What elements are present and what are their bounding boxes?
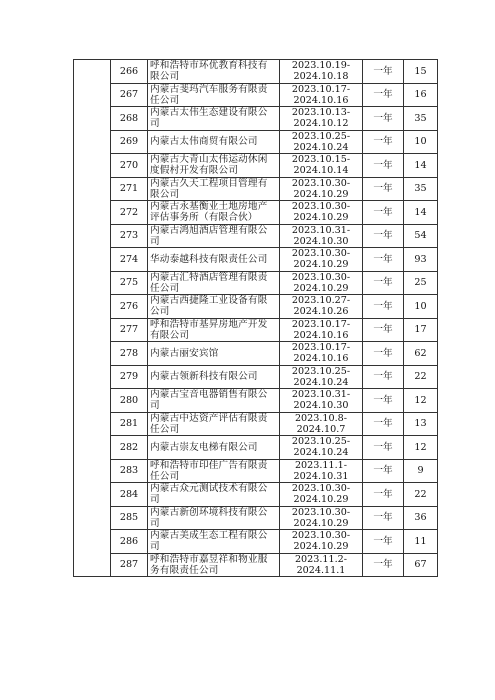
row-number: 272 [111, 201, 148, 225]
headcount: 93 [404, 248, 438, 272]
table-row [74, 318, 438, 342]
company-name: 呼和浩特市环优教育科技有限公司 [148, 60, 280, 84]
headcount: 62 [404, 342, 438, 366]
company-name: 内蒙古汇特酒店管理有限责任公司 [148, 271, 280, 295]
headcount: 22 [404, 483, 438, 507]
term-length: 一年 [363, 459, 404, 483]
company-name: 内蒙古久天工程项目管理有限公司 [148, 177, 280, 201]
headcount: 16 [404, 83, 438, 107]
table-row [74, 365, 438, 389]
row-number: 282 [111, 436, 148, 460]
company-name: 内蒙古新创环境科技有限公司 [148, 506, 280, 530]
table-row [74, 224, 438, 248]
company-name: 呼和浩特市基昇房地产开发有限公司 [148, 318, 280, 342]
headcount: 22 [404, 365, 438, 389]
validity-period: 2023.11.1-2024.10.31 [280, 459, 363, 483]
term-length: 一年 [363, 201, 404, 225]
company-name: 内蒙古斐玛汽车服务有限责任公司 [148, 83, 280, 107]
row-number: 269 [111, 130, 148, 154]
company-name: 内蒙古崇友电梯有限公司 [148, 436, 280, 460]
row-number: 284 [111, 483, 148, 507]
table-row [74, 342, 438, 366]
validity-period: 2023.10.30-2024.10.29 [280, 271, 363, 295]
row-number: 266 [111, 60, 148, 84]
row-number: 287 [111, 553, 148, 577]
row-number: 285 [111, 506, 148, 530]
term-length: 一年 [363, 530, 404, 554]
table-row [74, 459, 438, 483]
term-length: 一年 [363, 412, 404, 436]
company-name: 内蒙古鸿旭酒店管理有限公司 [148, 224, 280, 248]
term-length: 一年 [363, 389, 404, 413]
headcount: 14 [404, 201, 438, 225]
row-number: 278 [111, 342, 148, 366]
row-number: 281 [111, 412, 148, 436]
row-number: 276 [111, 295, 148, 319]
table-row [74, 201, 438, 225]
term-length: 一年 [363, 130, 404, 154]
headcount: 67 [404, 553, 438, 577]
headcount: 11 [404, 530, 438, 554]
validity-period: 2023.10.31-2024.10.30 [280, 389, 363, 413]
validity-period: 2023.10.15-2024.10.14 [280, 154, 363, 178]
validity-period: 2023.10.30-2024.10.29 [280, 201, 363, 225]
row-number: 277 [111, 318, 148, 342]
company-name: 内蒙古中达资产评估有限责任公司 [148, 412, 280, 436]
headcount: 15 [404, 60, 438, 84]
company-name: 内蒙古美成生态工程有限公司 [148, 530, 280, 554]
row-number: 270 [111, 154, 148, 178]
table-row [74, 553, 438, 577]
company-name: 内蒙古太伟生态建设有限公司 [148, 107, 280, 131]
headcount: 12 [404, 389, 438, 413]
validity-period: 2023.10.19-2024.10.18 [280, 60, 363, 84]
validity-period: 2023.10.30-2024.10.29 [280, 248, 363, 272]
validity-period: 2023.10.8-2024.10.7 [280, 412, 363, 436]
row-number: 283 [111, 459, 148, 483]
row-number: 271 [111, 177, 148, 201]
validity-period: 2023.10.27-2024.10.26 [280, 295, 363, 319]
validity-period: 2023.10.30-2024.10.29 [280, 530, 363, 554]
table-row [74, 506, 438, 530]
row-number: 286 [111, 530, 148, 554]
validity-period: 2023.10.30-2024.10.29 [280, 177, 363, 201]
headcount: 17 [404, 318, 438, 342]
term-length: 一年 [363, 342, 404, 366]
validity-period: 2023.10.17-2024.10.16 [280, 83, 363, 107]
headcount: 12 [404, 436, 438, 460]
headcount: 10 [404, 295, 438, 319]
term-length: 一年 [363, 365, 404, 389]
company-name: 呼和浩特市印佳广告有限责任公司 [148, 459, 280, 483]
table-body [74, 60, 438, 577]
headcount: 54 [404, 224, 438, 248]
term-length: 一年 [363, 107, 404, 131]
company-name: 内蒙古宝音电器销售有限公司 [148, 389, 280, 413]
table-row [74, 412, 438, 436]
headcount: 35 [404, 177, 438, 201]
term-length: 一年 [363, 436, 404, 460]
table-row [74, 154, 438, 178]
validity-period: 2023.10.25-2024.10.24 [280, 436, 363, 460]
company-name: 内蒙古领新科技有限公司 [148, 365, 280, 389]
row-number: 273 [111, 224, 148, 248]
table-row [74, 177, 438, 201]
headcount: 36 [404, 506, 438, 530]
headcount: 9 [404, 459, 438, 483]
validity-period: 2023.10.30-2024.10.29 [280, 506, 363, 530]
table-row [74, 271, 438, 295]
table-row [74, 130, 438, 154]
row-number: 280 [111, 389, 148, 413]
row-number: 279 [111, 365, 148, 389]
table-row [74, 389, 438, 413]
row-number: 275 [111, 271, 148, 295]
validity-period: 2023.10.30-2024.10.29 [280, 483, 363, 507]
validity-period: 2023.10.25-2024.10.24 [280, 365, 363, 389]
table-row [74, 530, 438, 554]
company-name: 内蒙古永基衡业土地房地产评估事务所（有限合伙） [148, 201, 280, 225]
table-row [74, 436, 438, 460]
company-name: 内蒙古众元测试技术有限公司 [148, 483, 280, 507]
row-number: 274 [111, 248, 148, 272]
row-number: 267 [111, 83, 148, 107]
term-length: 一年 [363, 60, 404, 84]
validity-period: 2023.10.13-2024.10.12 [280, 107, 363, 131]
company-name: 内蒙古太伟商贸有限公司 [148, 130, 280, 154]
table-row [74, 83, 438, 107]
company-name: 华动泰越科技有限责任公司 [148, 248, 280, 272]
term-length: 一年 [363, 154, 404, 178]
company-name: 内蒙古丽安宾馆 [148, 342, 280, 366]
row-number: 268 [111, 107, 148, 131]
table-row [74, 483, 438, 507]
validity-period: 2023.10.31-2024.10.30 [280, 224, 363, 248]
company-name: 内蒙古西捷隆工业设备有限公司 [148, 295, 280, 319]
term-length: 一年 [363, 553, 404, 577]
term-length: 一年 [363, 83, 404, 107]
headcount: 35 [404, 107, 438, 131]
term-length: 一年 [363, 506, 404, 530]
term-length: 一年 [363, 483, 404, 507]
company-name: 呼和浩特市嘉昱祥和物业服务有限责任公司 [148, 553, 280, 577]
headcount: 14 [404, 154, 438, 178]
term-length: 一年 [363, 224, 404, 248]
headcount: 13 [404, 412, 438, 436]
table-row [74, 295, 438, 319]
validity-period: 2023.11.2-2024.11.1 [280, 553, 363, 577]
validity-period: 2023.10.17-2024.10.16 [280, 318, 363, 342]
table-row [74, 248, 438, 272]
company-table [73, 59, 438, 577]
term-length: 一年 [363, 248, 404, 272]
term-length: 一年 [363, 295, 404, 319]
headcount: 10 [404, 130, 438, 154]
validity-period: 2023.10.25-2024.10.24 [280, 130, 363, 154]
table-row [74, 107, 438, 131]
validity-period: 2023.10.17-2024.10.16 [280, 342, 363, 366]
term-length: 一年 [363, 271, 404, 295]
term-length: 一年 [363, 177, 404, 201]
company-name: 内蒙古大青山太伟运动休闲度假村开发有限公司 [148, 154, 280, 178]
table-row [74, 60, 438, 84]
term-length: 一年 [363, 318, 404, 342]
headcount: 25 [404, 271, 438, 295]
merged-category-cell [74, 60, 111, 577]
